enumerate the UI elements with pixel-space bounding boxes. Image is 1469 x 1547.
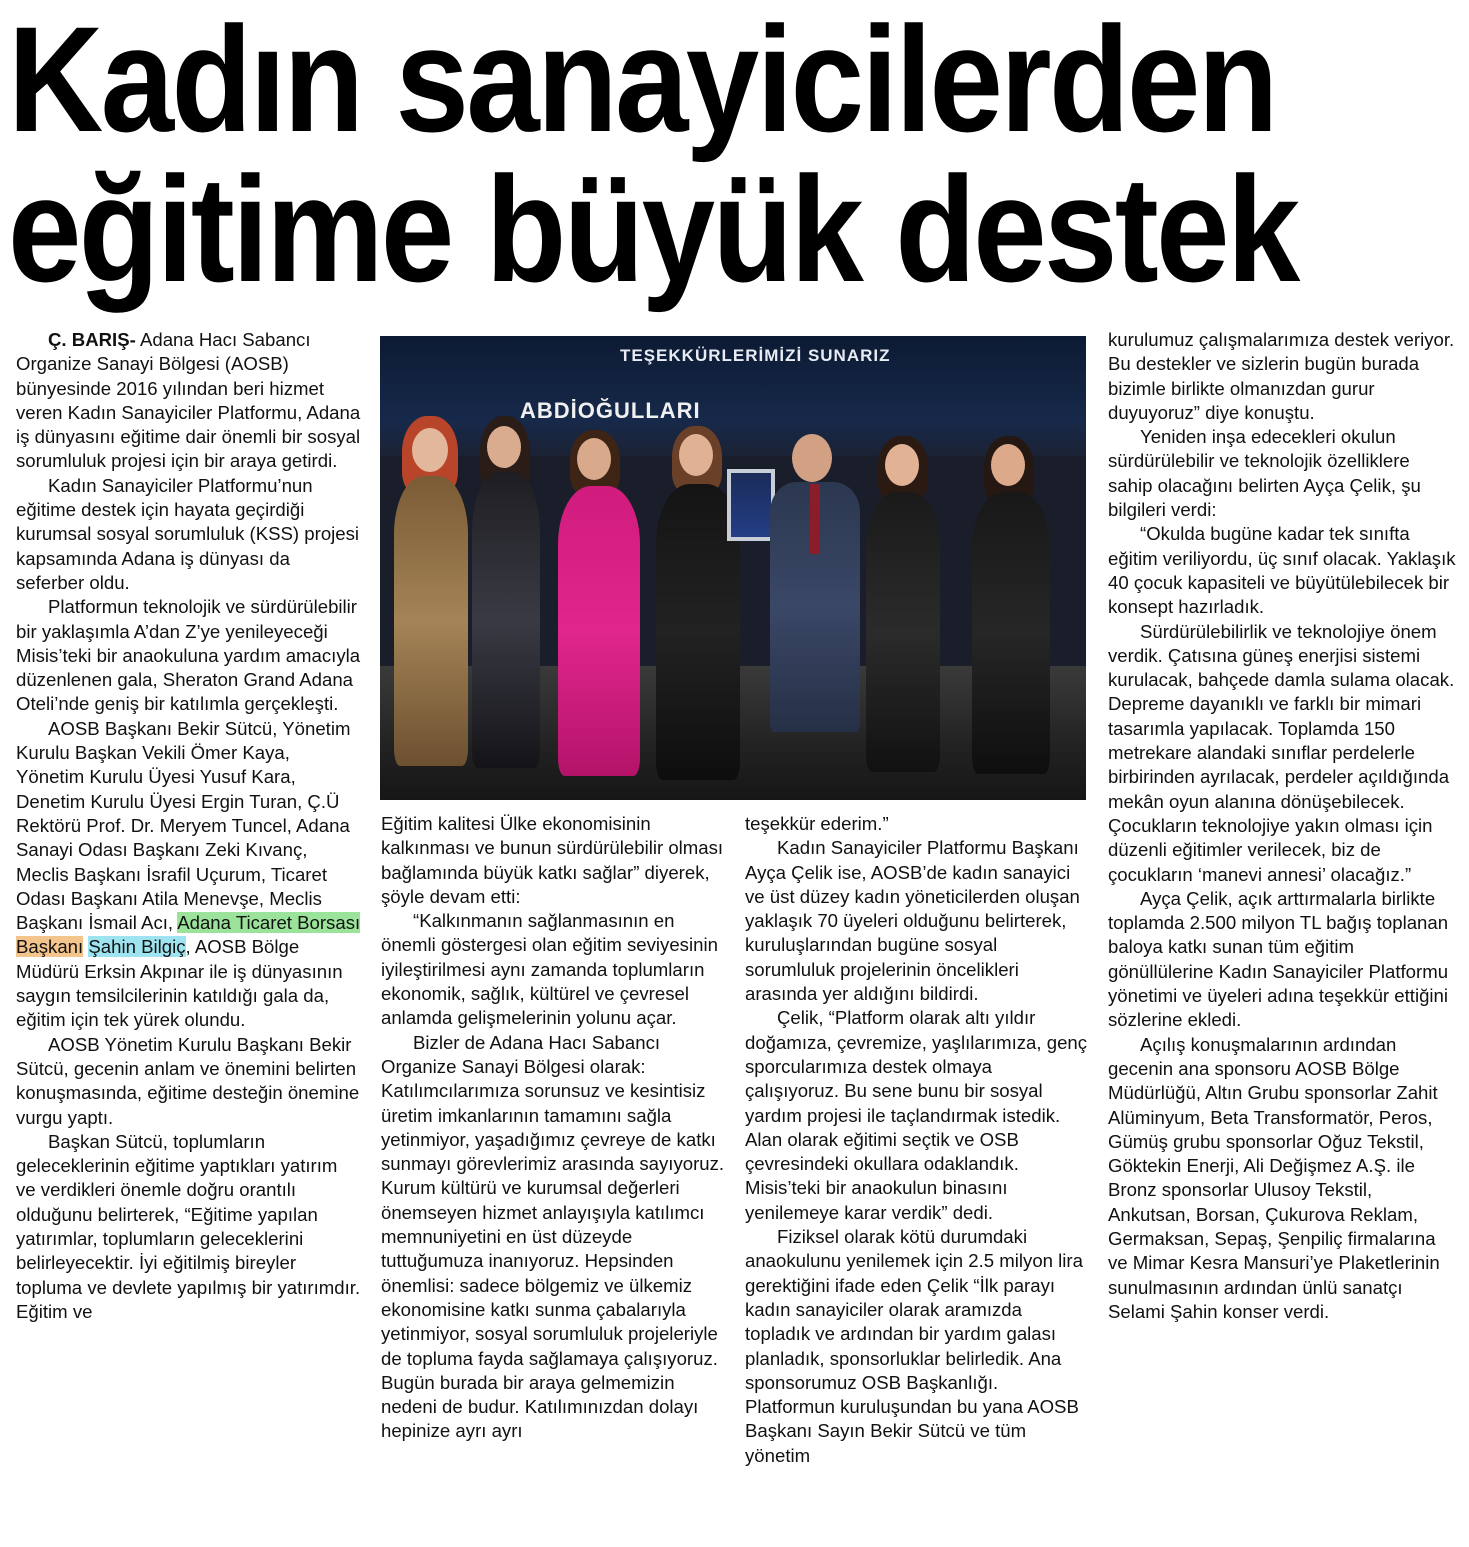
- highlight-cyan: Şahin Bilgiç: [88, 936, 186, 958]
- paragraph: teşekkür ederim.”: [745, 813, 889, 834]
- paragraph: kurulumuz çalışmalarımıza destek veriyor. Bu destekler ve sizlerin bugün burada bizimle birlikte olmanızdan gurur duyuyoruz” diye konuştu.: [1108, 329, 1455, 423]
- paragraph: “Okulda bugüne kadar tek sınıfta eğitim veriliyordu, üç sınıf olacak. Yaklaşık 40 çocuk kapasiteli ve büyütülebilecek bir konsept hazırladık.: [1108, 523, 1456, 618]
- article-column-3: [745, 812, 1091, 1468]
- paragraph: Yeniden inşa edecekleri okulun sürdürülebilir ve teknolojik özelliklere sahip olacağını belirten Ayça Çelik, şu bilgileri verdi:: [1108, 426, 1421, 521]
- headline-line-2: eğitime büyük destek: [8, 145, 1298, 313]
- paragraph-text: , AOSB Bölge Müdürü Erksin Akpınar ile iş dünyasının saygın temsilcilerinin katıldığı gala da, eğitim için tek yürek olundu.: [16, 936, 343, 1031]
- paragraph: Başkan Sütcü, toplumların geleceklerinin eğitime yaptıkları yatırım ve verdikleri önemle doğru orantılı olduğunu belirterek, “Eğitime yapılan yatırımlar, toplumların geleceklerini belirleyecektir. İyi eğitilmiş bireyler topluma ve devlete yapılmış bir yatırımdır. Eğitim ve: [16, 1130, 361, 1322]
- paragraph: Ayça Çelik, açık arttırmalarla birlikte toplamda 2.500 milyon TL bağış toplanan baloya katkı sunan tüm eğitim gönüllülerine Kadın Sanayiciler Platformu yönetimi ve üyeleri adına teşekkür ettiğini sözlerine ekledi.: [1108, 887, 1449, 1031]
- event-photo: [380, 336, 1086, 800]
- highlight-orange: Başkanı: [16, 936, 84, 958]
- article-column-4: [1108, 328, 1456, 1324]
- headline: [8, 0, 1298, 313]
- paragraph: Çelik, “Platform olarak altı yıldır doğamıza, çevremize, yaşlılarımıza, genç sporcularımıza destek olmaya çalışıyoruz. Bu sene bunu bir sosyal yardım projesi ile taçlandırmak istedik. Alan olarak eğitimi seçtik ve OSB çevresindeki okullara odaklandık. Misis’teki bir anaokulun binasını yenilemeye karar verdik” dedi.: [745, 1007, 1088, 1223]
- paragraph: AOSB Yönetim Kurulu Başkanı Bekir Sütcü, gecenin anlam ve önemini belirten konuşmasında, eğitime desteğin önemine vurgu yaptı.: [16, 1033, 360, 1128]
- sponsor-logo: ABDİOĞULLARI: [520, 398, 701, 423]
- paragraph: Kadın Sanayiciler Platformu’nun eğitime destek için hayata geçirdiği kurumsal sosyal sorumluluk (KSS) projesi kapsamında Adana iş dünyası da seferber oldu.: [16, 474, 360, 593]
- paragraph-text: Adana Hacı Sabancı Organize Sanayi Bölgesi (AOSB) bünyesinde 2016 yılından beri hizmet veren Kadın Sanayiciler Platformu, Adana iş dünyasını eğitime dair önemli bir sosyal sorumluluk projesi için bir araya getirdi.: [16, 329, 361, 472]
- paragraph: [16, 328, 362, 474]
- paragraph: “Kalkınmanın sağlanmasının en önemli göstergesi olan eğitim seviyesinin iyileştirilmesi aynı zamanda toplumların ekonomik, sağlık, kültürel ve çevresel anlamda gelişmelerinin yolunu açar.: [381, 910, 718, 1029]
- paragraph: Bizler de Adana Hacı Sabancı Organize Sanayi Bölgesi olarak: Katılımcılarımıza sorunsuz ve kesintisiz üretim imkanlarının tamamını sağla yetinmiyor, yaşadığımız çevreye de katkı sunmayı görevlerimiz arasında sayıyoruz. Kurum kültürü ve kurumsal değerleri önemseyen hizmet anlayışıyla katılımcı memnuniyetini en üst düzeyde tuttuğumuza inanıyoruz. Hepsinden önemlisi: sadece bölgemiz ve ülkemiz ekonomisine katkı sunma çabalarıyla yetinmiyor, sosyal sorumluluk projeleriyle de topluma fayda sağlamaya çalışıyoruz. Bugün burada bir araya gelmemizin nedeni de budur. Katılımınızdan dolayı hepinize ayrı ayrı: [381, 1031, 725, 1442]
- paragraph: [16, 717, 362, 1033]
- paragraph: Eğitim kalitesi Ülke ekonomisinin kalkınması ve bunun sürdürülebilir olması bağlamında büyük katkı sağlar” diyerek, şöyle devam etti:: [381, 813, 724, 907]
- highlight-green: Adana Ticaret Borsası: [177, 912, 361, 934]
- byline: Ç. BARIŞ-: [48, 329, 136, 350]
- article-column-1: [16, 328, 362, 1324]
- paragraph-text: AOSB Başkanı Bekir Sütcü, Yönetim Kurulu Başkan Vekili Ömer Kaya, Yönetim Kurulu Üyesi Yusuf Kara, Denetim Kurulu Üyesi Ergin Turan, Ç.Ü Rektörü Prof. Dr. Meryem Tuncel, Adana Sanayi Odası Başkanı Zeki Kıvanç, Meclis Başkanı İsrafil Uçurum, Ticaret Odası Başkanı Atila Menevşe, Meclis Başkanı İsmail Acı,: [16, 717, 351, 934]
- award-plaque: [727, 469, 775, 541]
- banner-text: TEŞEKKÜRLERİMİZİ SUNARIZ: [620, 346, 891, 365]
- paragraph: Sürdürülebilirlik ve teknolojiye önem verdik. Çatısına güneş enerjisi sistemi kurulacak, bahçede damla sulama olacak. Depreme dayanıklı ve farklı bir mimari tasarımla yapılacak. Toplamda 150 metrekare alandaki sınıflar perdelerle birbirinden ayrılacak, perdeler açıldığında mekân oyun alanına dönüşebilecek. Çocukların teknolojiye yakın olması için düzenli eğitimler verilecek, biz de çocukların ‘manevi annesi’ olacağız.”: [1108, 620, 1455, 885]
- headline-line-1: Kadın sanayicilerden: [8, 0, 1276, 163]
- paragraph: Platformun teknolojik ve sürdürülebilir bir yaklaşımla A’dan Z’ye yenileyeceği Misis’teki bir anaokuluna yardım amacıyla düzenlenen gala, Sheraton Grand Adana Oteli’nde geniş bir katılımla gerçekleşti.: [16, 596, 361, 715]
- article-column-2: [381, 812, 727, 1444]
- paragraph: Fiziksel olarak kötü durumdaki anaokulunu yenilemek için 2.5 milyon lira gerektiğini ifade eden Çelik “İlk parayı kadın sanayiciler olarak aramızda topladık ve ardından bir yardım galası planladık, sponsorluklar belirledik. Ana sponsorumuz OSB Başkanlığı. Platformun kuruluşundan bu yana AOSB Başkanı Sayın Bekir Sütcü ve tüm yönetim: [745, 1226, 1083, 1466]
- paragraph: Açılış konuşmalarının ardından gecenin ana sponsoru AOSB Bölge Müdürlüğü, Altın Grubu sponsorlar Zahit Alüminyum, Beta Transformatör, Peros, Gümüş grubu sponsorlar Oğuz Tekstil, Göktekin Enerji, Ali Değişmez A.Ş. ile Bronz sponsorlar Ulusoy Tekstil, Ankutsan, Borsan, Çukurova Reklam, Germaksan, Sepaş, Şenpiliç firmalarına ve Mimar Kesra Mansuri’ye Plaketlerinin sunulmasının ardından ünlü sanatçı Selami Şahin konser verdi.: [1108, 1033, 1440, 1322]
- paragraph: Kadın Sanayiciler Platformu Başkanı Ayça Çelik ise, AOSB’de kadın sanayici ve üst düzey kadın yöneticilerden oluşan yaklaşık 70 üyeleri olduğunu belirterek, kuruluşlarından bugüne sosyal sorumluluk projelerinin öncelikleri arasında yer aldığını bildirdi.: [745, 837, 1080, 1005]
